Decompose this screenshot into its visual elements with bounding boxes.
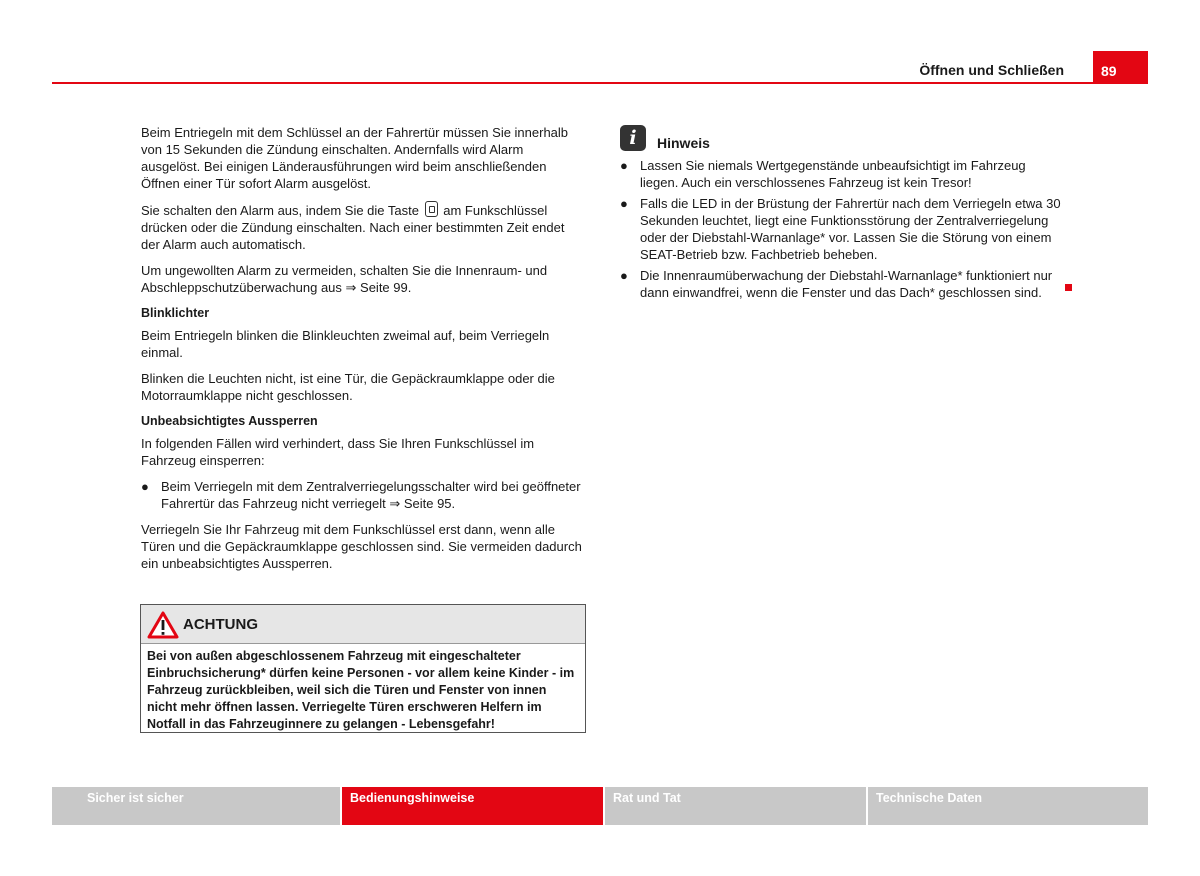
note-title: Hinweis xyxy=(657,135,710,151)
list-item-text: Beim Verriegeln mit dem Zentralverriegelungsschalter wird bei geöffneter Fahrertür das Fahrzeug nicht verriegelt ⇒ Seite 95. xyxy=(161,479,581,511)
warning-title: ACHTUNG xyxy=(183,616,258,633)
warning-box xyxy=(140,604,586,733)
footer-tab-sicher[interactable]: Sicher ist sicher xyxy=(52,787,340,825)
paragraph-verriegeln: Verriegeln Sie Ihr Fahrzeug mit dem Funkschlüssel erst dann, wenn alle Türen und die Gepäckraumklappe geschlossen sind. Sie vermeiden dadurch ein unbeabsichtigtes Aussperren. xyxy=(141,522,582,571)
list-item-text: Lassen Sie niemals Wertgegenstände unbeaufsichtigt im Fahrzeug liegen. Auch ein verschlossenes Fahrzeug ist kein Tresor! xyxy=(640,158,1026,190)
footer-tab-bedienungshinweise[interactable]: Bedienungshinweise xyxy=(342,787,603,825)
paragraph-entriegeln: Beim Entriegeln mit dem Schlüssel an der Fahrertür müssen Sie innerhalb von 15 Sekunden die Zündung einschalten. Andernfalls wird Alarm ausgelöst. Bei einigen Länderausführungen wird beim anschließenden Öffnen einer Tür sofort Alarm ausgelöst. xyxy=(141,125,569,191)
note-list xyxy=(620,157,1064,310)
paragraph-alarm-aus-text-1: Sie schalten den Alarm aus, indem Sie die Taste xyxy=(141,203,419,218)
footer-nav xyxy=(52,787,1148,825)
paragraph-blinken-nicht: Blinken die Leuchten nicht, ist eine Tür, die Gepäckraumklappe oder die Motorraumklappe nicht geschlossen. xyxy=(141,371,555,403)
heading-aussperren: Unbeabsichtigtes Aussperren xyxy=(141,414,318,428)
bullet-icon: ● xyxy=(620,268,628,283)
bullet-icon: ● xyxy=(620,158,628,173)
warning-text: Bei von außen abgeschlossenem Fahrzeug mit eingeschalteter Einbruchsicherung* dürfen keine Personen - vor allem keine Kinder - im Fahrzeug zurückbleiben, weil sich die Türen und Fenster von innen nicht mehr öffnen lassen. Verriegelte Türen erschweren Helfern im Notfall in das Fahrzeuginnere zu gelangen - Lebensgefahr! xyxy=(147,649,575,731)
footer-tab-technische-daten[interactable]: Technische Daten xyxy=(868,787,1148,825)
list-item-text: Die Innenraumüberwachung der Diebstahl-Warnanlage* funktioniert nur dann einwandfrei, wenn die Fenster und das Dach* geschlossen sind. xyxy=(640,268,1053,300)
footer-tab-rat-und-tat[interactable]: Rat und Tat xyxy=(605,787,866,825)
list-item xyxy=(141,478,585,512)
paragraph-einsperren: In folgenden Fällen wird verhindert, dass Sie Ihren Funkschlüssel im Fahrzeug einsperren: xyxy=(141,436,535,468)
section-title: Öffnen und Schließen xyxy=(919,62,1064,78)
list-item xyxy=(620,195,1064,263)
paragraph-blinken: Beim Entriegeln blinken die Blinkleuchten zweimal auf, beim Verriegeln einmal. xyxy=(141,328,550,360)
warning-header xyxy=(141,605,585,644)
heading-blinklichter: Blinklichter xyxy=(141,306,210,320)
list-item xyxy=(620,157,1064,191)
paragraph-ungewollter-alarm: Um ungewollten Alarm zu vermeiden, schalten Sie die Innenraum- und Abschleppschutzüberwachung aus ⇒ Seite 99. xyxy=(141,263,548,295)
list-item xyxy=(620,267,1064,301)
paragraph-alarm-aus xyxy=(141,201,585,253)
page-number: 89 xyxy=(1101,63,1117,79)
unlock-key-icon xyxy=(425,201,438,217)
bullet-icon: ● xyxy=(141,479,149,494)
info-icon: i xyxy=(620,125,646,151)
header-rule xyxy=(52,82,1148,84)
paragraph-alarm-aus-text-2: am Funkschlüssel drücken oder die Zündung einschalten. Nach einer bestimmten Zeit endet der Alarm auch automatisch. xyxy=(141,203,565,252)
warning-triangle-icon xyxy=(147,611,179,639)
end-of-section-marker xyxy=(1065,284,1072,291)
left-column xyxy=(141,124,585,581)
list-item-text: Falls die LED in der Brüstung der Fahrertür nach dem Verriegeln etwa 30 Sekunden leuchtet, liegt eine Funktionsstörung der Zentralverriegelung oder der Diebstahl-Warnanlage* vor. Lassen Sie die Störung von einem SEAT-Betrieb bzw. Fachbetrieb beheben. xyxy=(640,196,1061,262)
bullet-icon: ● xyxy=(620,196,628,211)
